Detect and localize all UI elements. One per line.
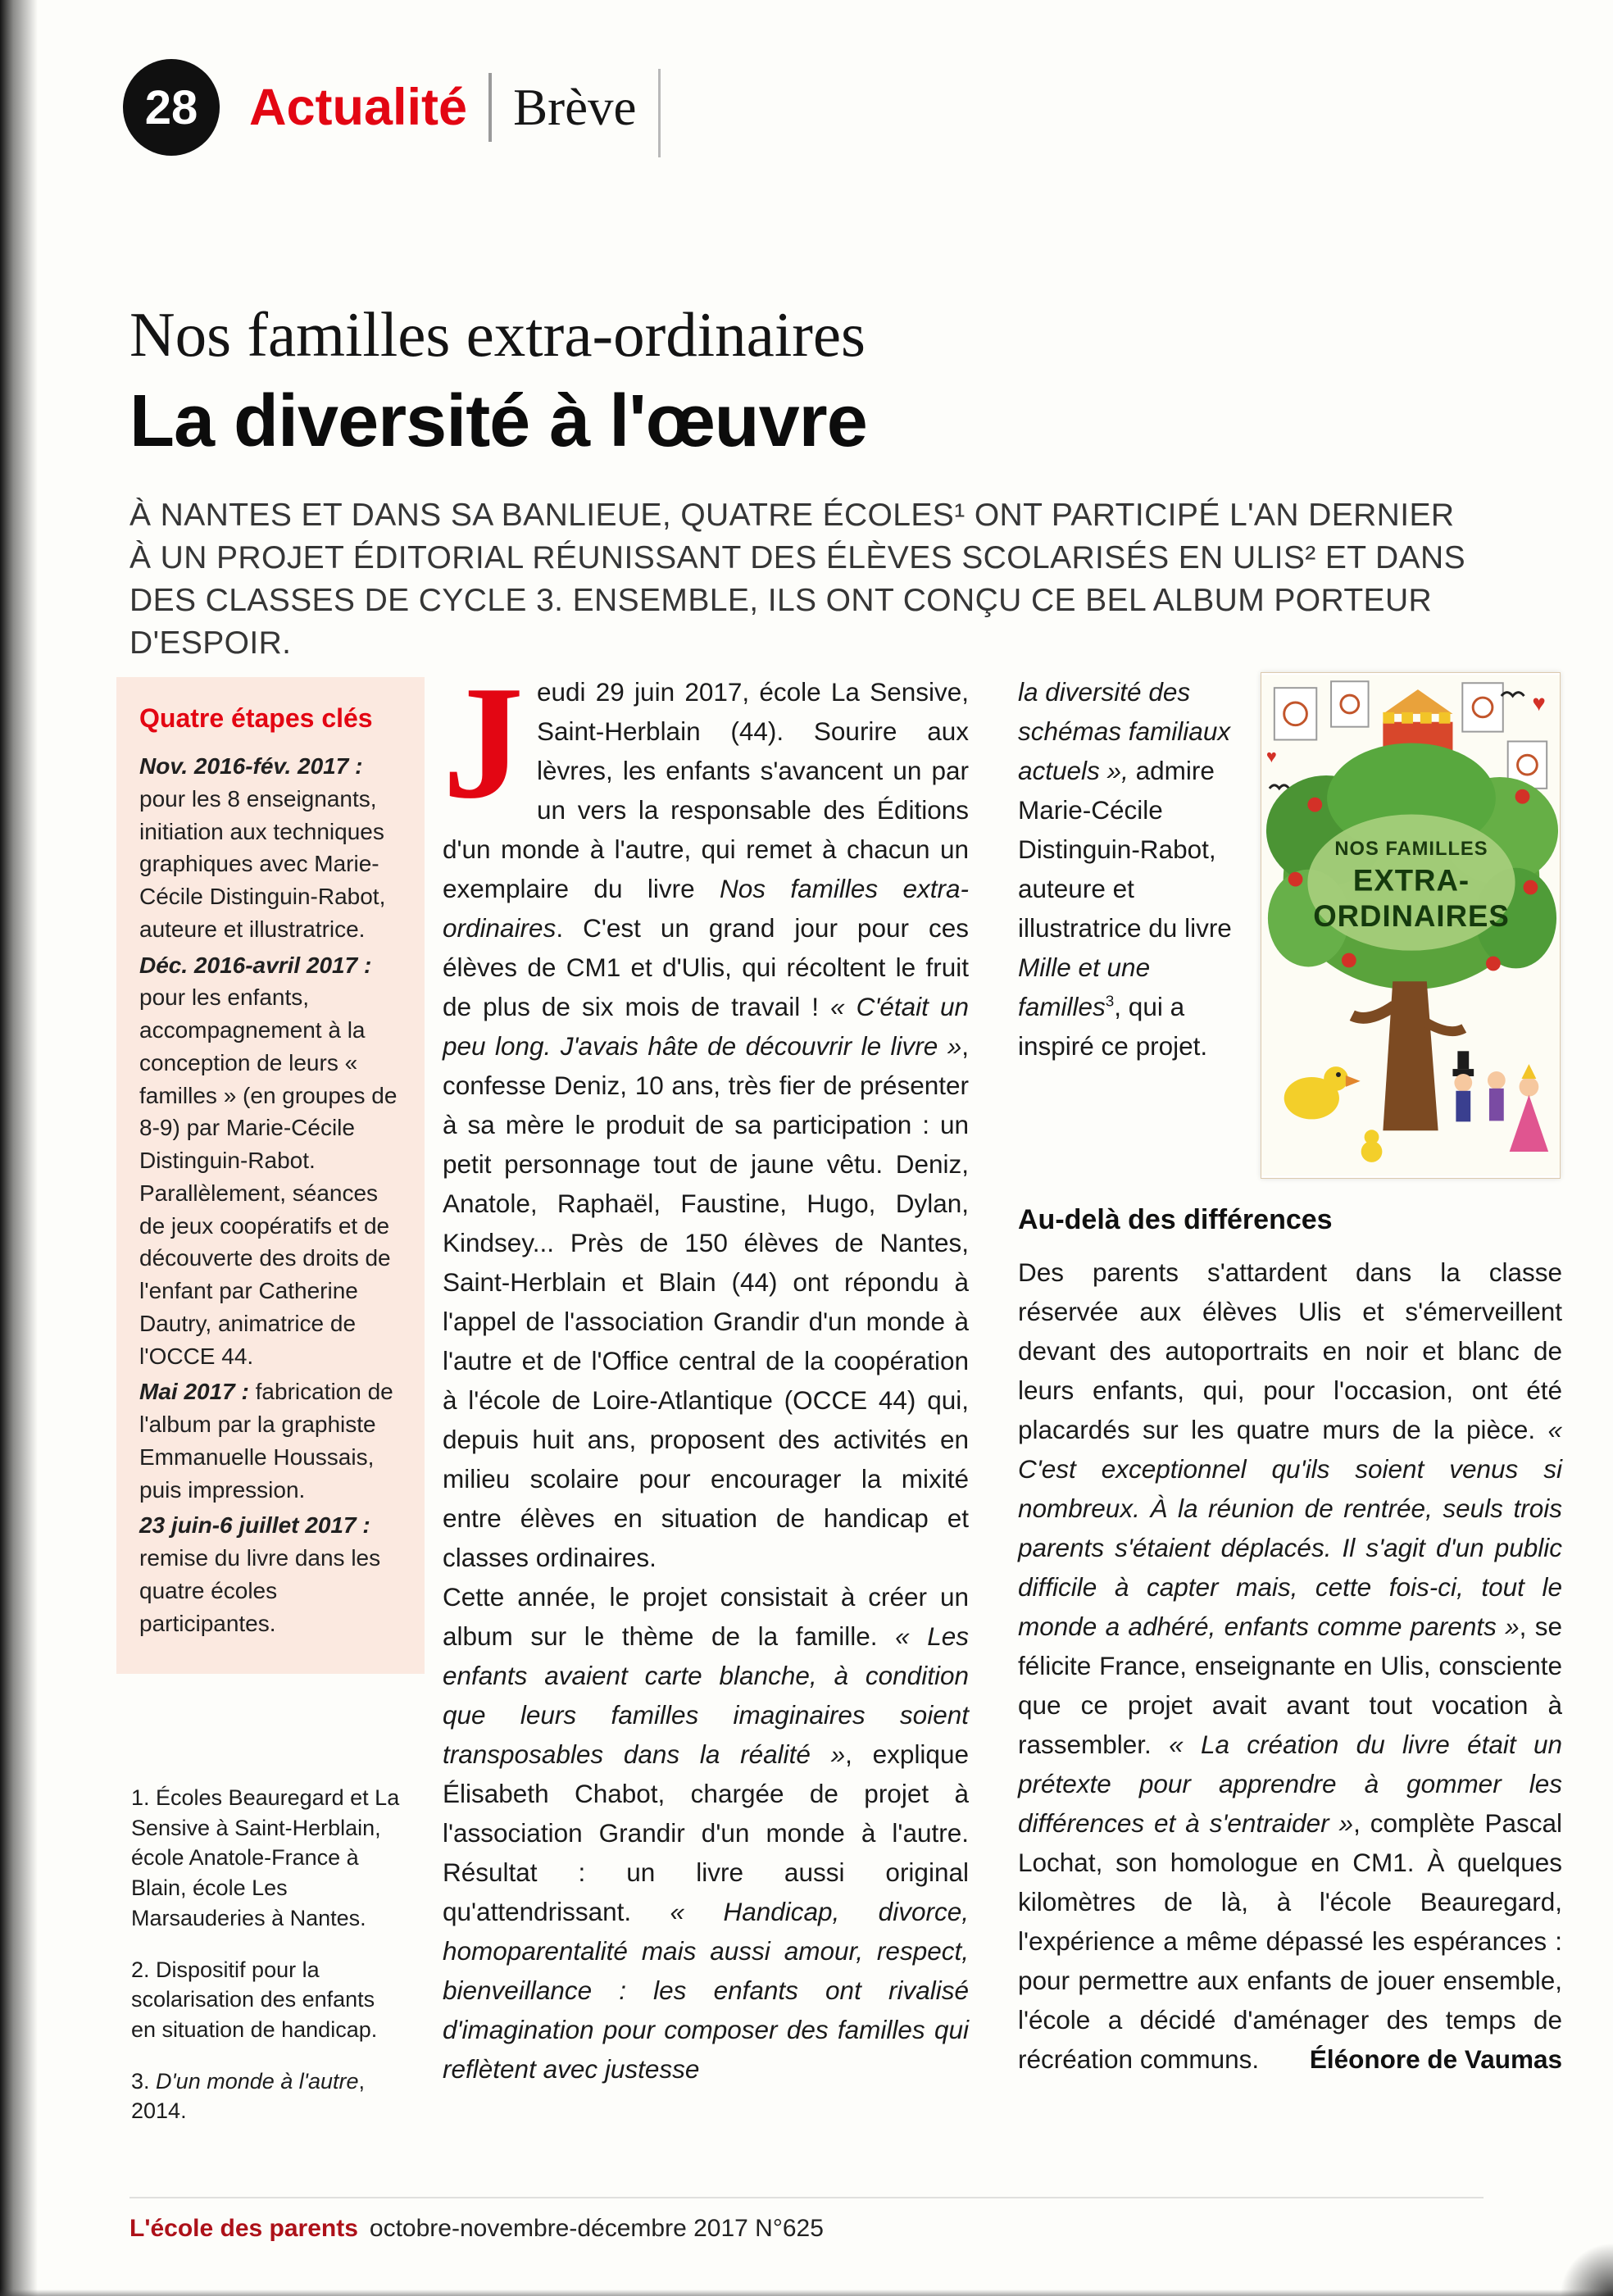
header-divider bbox=[488, 73, 492, 142]
key-step-3 bbox=[139, 1375, 402, 1506]
svg-text:♥: ♥ bbox=[1265, 746, 1277, 767]
footnote-1: 1. Écoles Beauregard et La Sensive à Saint-Herblain, école Anatole-France à Blain, école Les Marsauderies à Nantes. bbox=[131, 1785, 400, 1930]
key-step-4 bbox=[139, 1509, 402, 1639]
article-paragraph-2: Cette année, le projet consistait à créer un album sur le thème de la famille. « Les enfants avaient carte blanche, à condition que leurs familles imaginaires soient transposables dans la réalité », explique Élisabeth Chabot, chargée de projet à l'association Grandir d'un monde à l'autre. Résultat : un livre aussi original qu'attendrissant. « Handicap, divorce, homoparentalité mais aussi amour, respect, bienveillance : les enfants ont rivalisé d'imagination pour composer des familles qui reflètent avec justesse bbox=[443, 1582, 969, 2084]
key-step-2-date: Déc. 2016-avril 2017 : bbox=[139, 952, 372, 978]
book-cover-illustration bbox=[1261, 673, 1560, 1178]
key-step-4-text: remise du livre dans les quatre écoles participantes. bbox=[139, 1545, 381, 1636]
article-paragraph-4: Des parents s'attardent dans la classe réservée aux élèves Ulis et s'émerveillent devant des autoportraits en noir et blanc de leurs enfants, qui, pour l'occasion, ont été placardés sur les quatre murs de la pièce. « C'est exceptionnel qu'ils soient venus si nombreux. À la réunion de rentrée, seuls trois parents s'étaient déplacés. Il s'agit d'un public difficile à capter mais, cette fois-ci, tout le monde a adhéré, enfants comme parents », se félicite France, enseignante en Ulis, consciente que ce projet avait avant tout vocation à rassembler. « La création du livre était un prétexte pour apprendre à gommer les différences et à s'entraider », complète Pascal Lochat, son homologue en CM1. À quelques kilomètres de là, à l'école Beauregard, l'expérience a même dépassé les espérances : pour permettre aux enfants de jouer ensemble, l'école a décidé d'aménager des temps de récréation communs. bbox=[1018, 1257, 1562, 2074]
article-column-1 bbox=[443, 652, 969, 2089]
scan-bottom-edge bbox=[0, 2289, 1613, 2296]
magazine-name: L'école des parents bbox=[129, 2215, 358, 2242]
subsection-label: Brève bbox=[513, 78, 637, 136]
key-step-4-date: 23 juin-6 juillet 2017 : bbox=[139, 1512, 370, 1539]
sidebar-column bbox=[116, 677, 425, 1674]
page-number: 28 bbox=[144, 80, 198, 134]
page-footer bbox=[129, 2197, 1484, 2243]
book-title-line-1: NOS FAMILLES bbox=[1334, 838, 1488, 860]
book-cover-image bbox=[1261, 672, 1561, 1179]
article-paragraph-1 bbox=[443, 652, 969, 1577]
key-steps-box bbox=[116, 677, 425, 1674]
scan-corner-shadow bbox=[1556, 2239, 1613, 2296]
drop-cap: J bbox=[443, 652, 524, 832]
key-steps-title: Quatre étapes clés bbox=[139, 703, 373, 733]
footnotes bbox=[131, 1783, 403, 2148]
key-step-3-text: fabrication de l'album par la graphiste Emmanuelle Houssais, puis impression. bbox=[139, 1379, 393, 1503]
paragraph-1-text: eudi 29 juin 2017, école La Sensive, Saint-Herblain (44). Sourire aux lèvres, les enfants s'avancent un par un vers la responsable des Éditions d'un monde à l'autre, qui remet à chacun un exemplaire du livre Nos familles extra-ordinaires. C'est un grand jour pour ces élèves de CM1 et d'Ulis, qui récoltent le fruit de plus de six mois de travail ! « C'était un peu long. J'avais hâte de découvrir le livre », confesse Deniz, 10 ans, très fier de présenter à sa mère le produit de sa participation : un petit personnage tout de jaune vêtu. Deniz, Anatole, Raphaël, Faustine, Hugo, Dylan, Kindsey... Près de 150 élèves de Nantes, Saint-Herblain et Blain (44) ont répondu à l'appel de l'association Grandir d'un monde à l'autre et de l'Office central de la coopération à l'école de Loire-Atlantique (OCCE 44) qui, depuis huit ans, proposent des activités en milieu scolaire pour encourager la mixité entre élèves en situation de handicap et classes ordinaires. bbox=[443, 677, 969, 1572]
issue-info: octobre-novembre-décembre 2017 N°625 bbox=[369, 2215, 824, 2242]
key-step-2-text: pour les enfants, accompagnement à la conception de leurs « familles » (en groupes de 8-9) par Marie-Cécile Distinguin-Rabot. Parallèlement, séances de jeux coopératifs et de découverte des droits de l'enfant par Catherine Dautry, animatrice de l'OCCE 44. bbox=[139, 984, 398, 1369]
author-byline: Éléonore de Vaumas bbox=[1309, 2044, 1562, 2074]
standfirst: À NANTES ET DANS SA BANLIEUE, QUATRE ÉCOLES¹ ONT PARTICIPÉ L'AN DERNIER À UN PROJET ÉDITORIAL RÉUNISSANT DES ÉLÈVES SCOLARISÉS EN ULIS² ET DANS DES CLASSES DE CYCLE 3. ENSEMBLE, ILS ONT CONÇU CE BEL ALBUM PORTEUR D'ESPOIR. bbox=[129, 498, 1466, 661]
header-divider-2 bbox=[658, 69, 661, 157]
book-title-line-2: EXTRA- bbox=[1352, 863, 1470, 898]
key-step-2 bbox=[139, 949, 402, 1373]
article-paragraph-3: la diversité des schémas familiaux actuels », admire Marie-Cécile Distinguin-Rabot, auteure et illustratrice du livre Mille et une familles$^3$, qui a inspiré ce projet. bbox=[1018, 677, 1232, 1061]
section-label: Actualité bbox=[249, 79, 468, 136]
article-column-2 bbox=[1018, 672, 1562, 2079]
key-step-1 bbox=[139, 750, 402, 946]
key-step-1-text: pour les 8 enseignants, initiation aux techniques graphiques avec Marie-Cécile Distinguin-Rabot, auteure et illustratrice. bbox=[139, 785, 386, 942]
footnote-2: 2. Dispositif pour la scolarisation des enfants en situation de handicap. bbox=[131, 1957, 378, 2043]
scan-binding-edge bbox=[0, 0, 38, 2296]
page-header bbox=[123, 57, 682, 157]
page-number-badge bbox=[123, 59, 220, 156]
book-title-line-3: ORDINAIRES bbox=[1313, 898, 1510, 933]
headline-block bbox=[129, 300, 1480, 665]
article-title: La diversité à l'œuvre bbox=[129, 380, 867, 462]
column-2-top-row bbox=[1018, 672, 1562, 1179]
footnote-3: 3. D'un monde à l'autre, 2014. bbox=[131, 2068, 366, 2124]
svg-text:♥: ♥ bbox=[1532, 689, 1546, 716]
key-step-3-date: Mai 2017 : bbox=[139, 1379, 249, 1405]
subhead: Au-delà des différences bbox=[1018, 1204, 1333, 1235]
key-step-1-date: Nov. 2016-fév. 2017 : bbox=[139, 753, 363, 779]
article-kicker: Nos familles extra-ordinaires bbox=[129, 299, 866, 370]
